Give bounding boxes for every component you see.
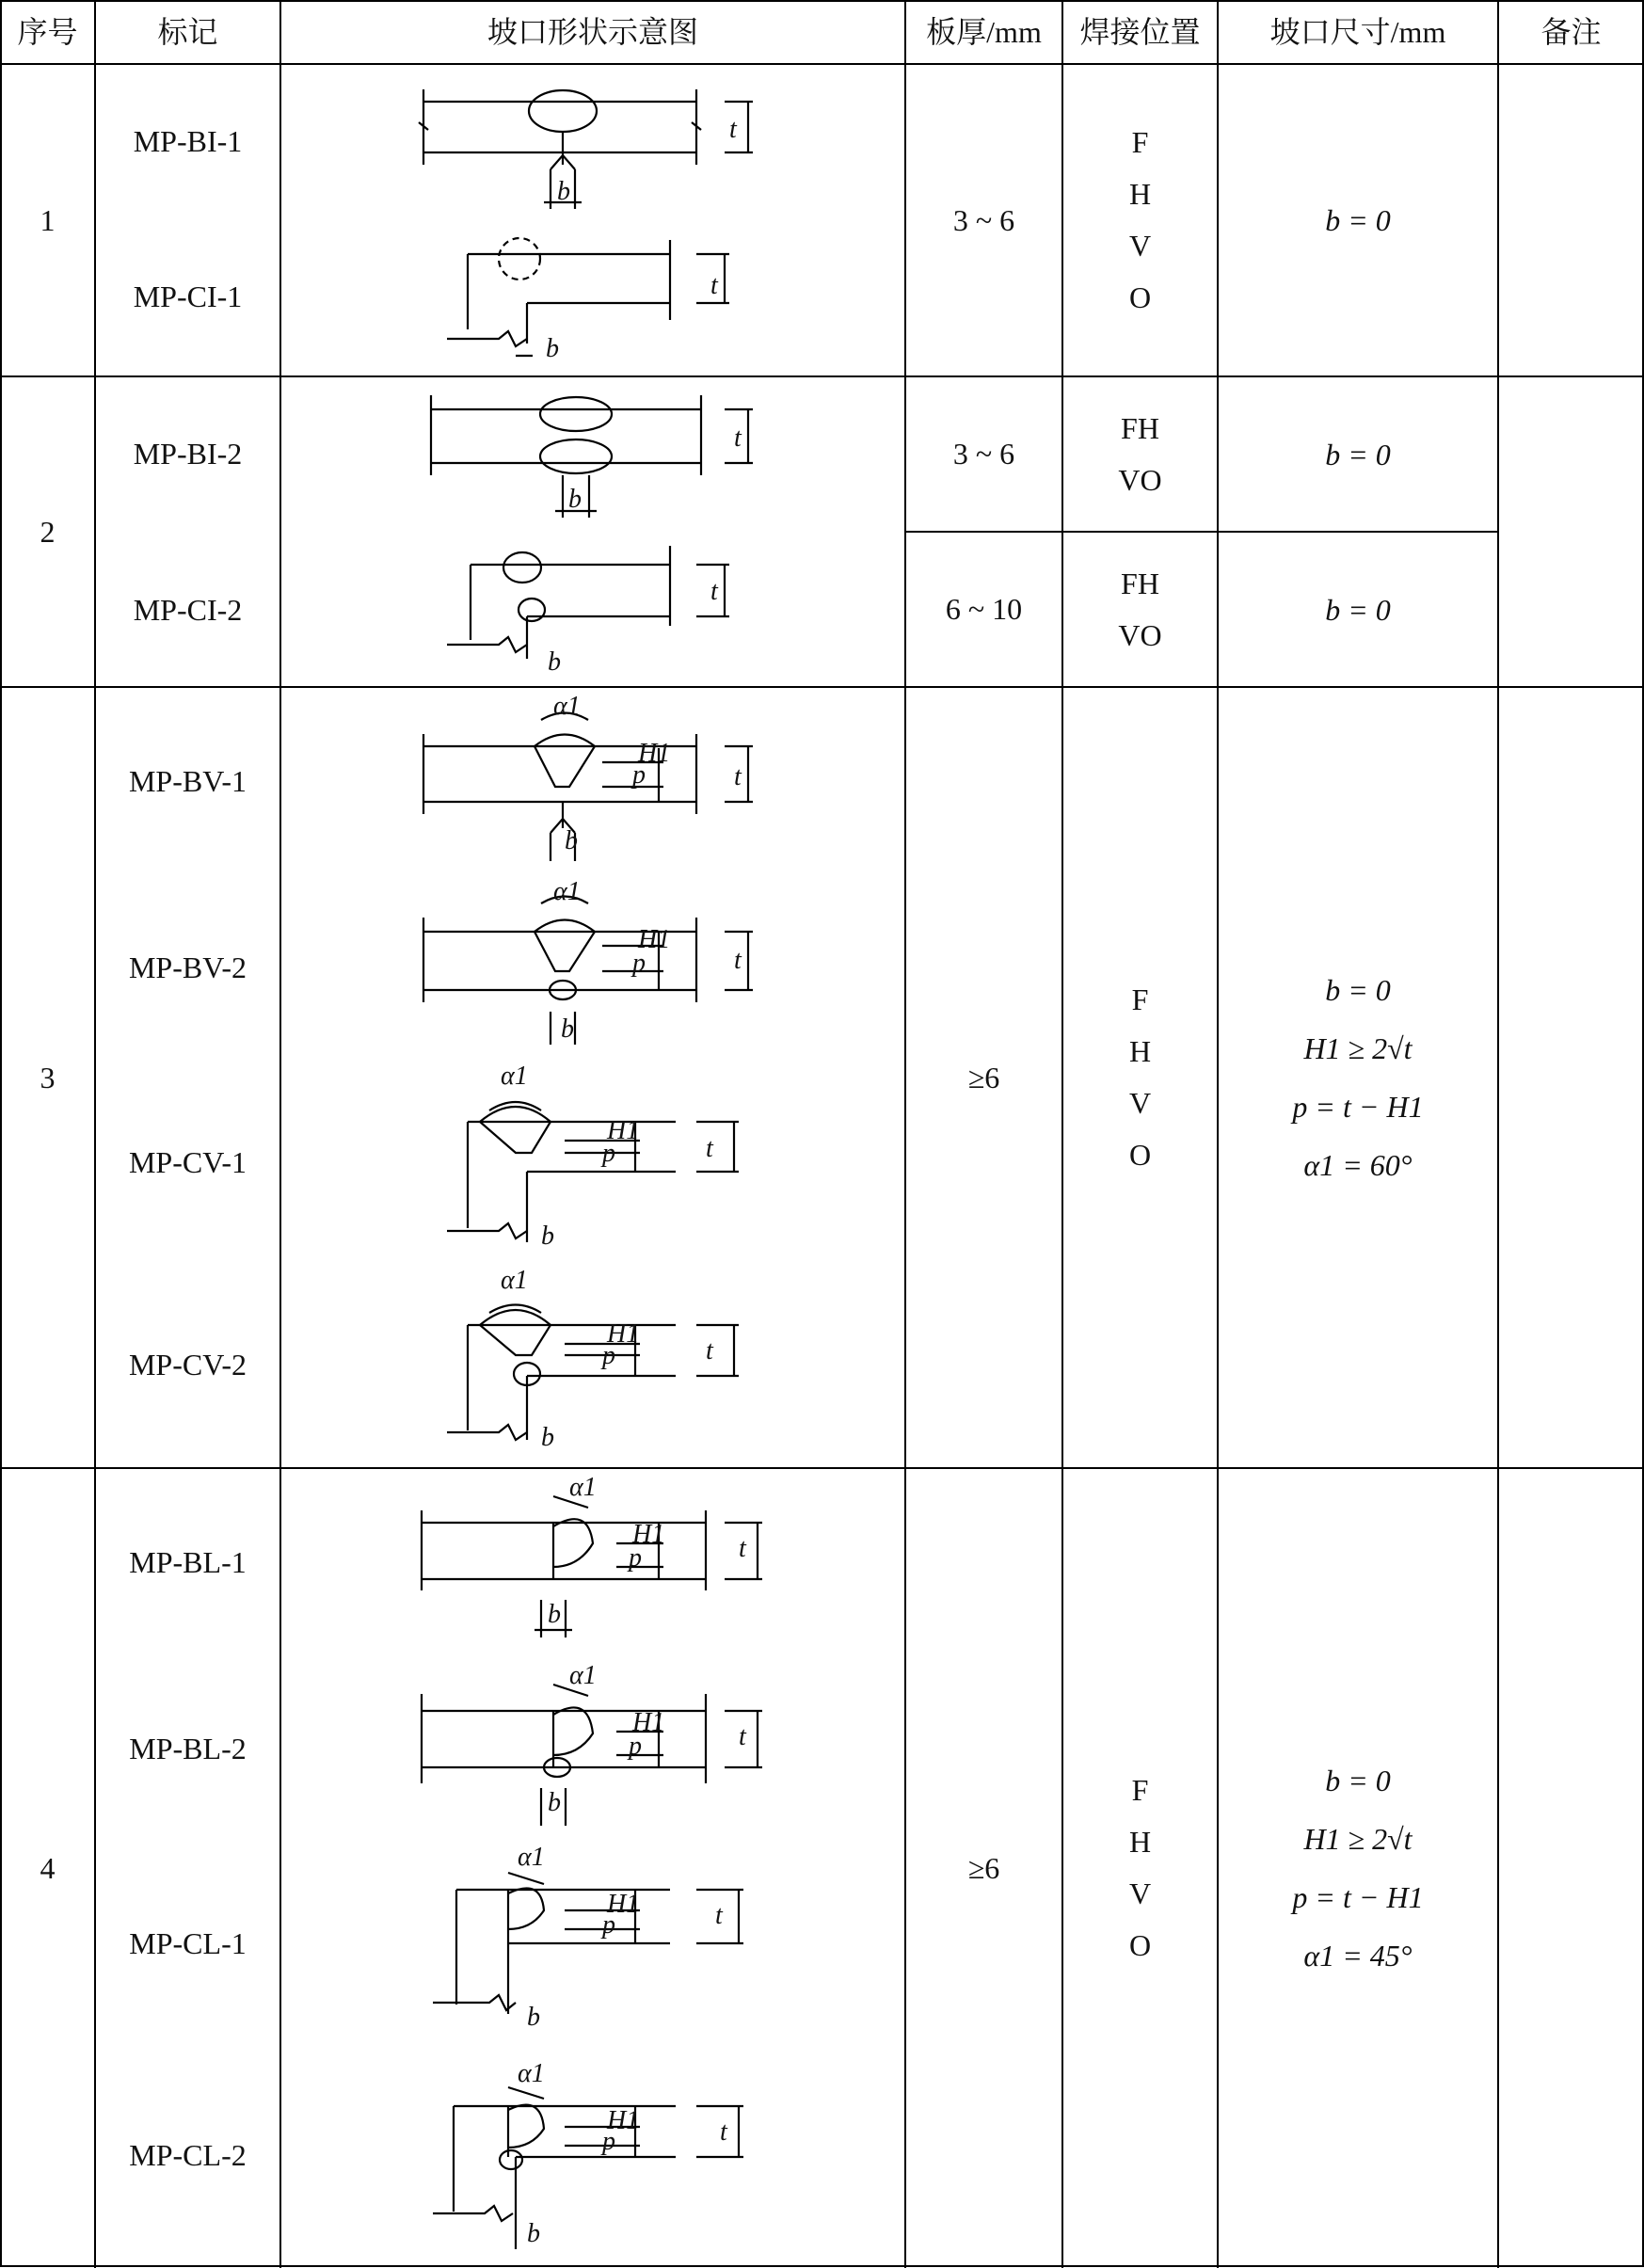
- label-t: t: [715, 1901, 723, 1930]
- position-code: H: [1128, 1034, 1152, 1068]
- label-p: p: [602, 1341, 615, 1370]
- row2b-thickness: 6 ~ 10: [945, 592, 1023, 627]
- position-code: O: [1128, 1138, 1152, 1172]
- label-b: b: [565, 826, 578, 855]
- label-b: b: [548, 1600, 561, 1629]
- label-h1: H1: [607, 2106, 640, 2135]
- row3-groove: [1218, 687, 1498, 1468]
- row3-no: 3: [40, 1060, 56, 1094]
- groove-dimension: H1 ≥ 2√t: [1303, 1031, 1413, 1065]
- groove-dimension: b = 0: [1325, 973, 1391, 1007]
- label-alpha: α1: [569, 1661, 597, 1690]
- label-b: b: [561, 1014, 574, 1044]
- groove-dimension: b = 0: [1325, 592, 1391, 627]
- label-b: b: [527, 2219, 540, 2248]
- diagram-mp-cv-2: [447, 1305, 739, 1441]
- position-code: V: [1128, 1877, 1152, 1910]
- label-alpha: α1: [501, 1062, 528, 1091]
- header-mark: 标记: [157, 14, 218, 49]
- row1-groove: [1218, 64, 1498, 376]
- row4-thickness: ≥6: [967, 1850, 1000, 1885]
- row3-mark-2: MP-BV-2: [128, 950, 247, 984]
- label-b: b: [546, 334, 559, 363]
- label-t: t: [729, 115, 737, 144]
- row4-mark-1: MP-BL-1: [129, 1544, 247, 1579]
- label-p: p: [632, 949, 646, 978]
- position-code: VO: [1118, 617, 1162, 652]
- row2-mark-1: MP-BI-2: [133, 436, 243, 471]
- label-h1: H1: [638, 739, 671, 768]
- row2-no: 2: [40, 514, 56, 549]
- position-code: F: [1131, 1773, 1149, 1807]
- row1-mark-1: MP-BI-1: [133, 123, 243, 158]
- label-b: b: [568, 485, 582, 514]
- label-t: t: [720, 2117, 727, 2147]
- diagram-mp-cl-2: [433, 2087, 743, 2249]
- row2a-thickness: 3 ~ 6: [952, 437, 1015, 471]
- position-code: VO: [1118, 462, 1162, 497]
- label-h1: H1: [638, 925, 671, 954]
- label-t: t: [739, 1534, 746, 1563]
- row1-thickness: 3 ~ 6: [952, 202, 1015, 237]
- row2b-positions: [1062, 532, 1218, 687]
- groove-dimension: α1 = 60°: [1303, 1148, 1413, 1182]
- header-diagram: 坡口形状示意图: [487, 14, 698, 49]
- label-t: t: [734, 762, 742, 791]
- position-code: V: [1128, 229, 1152, 263]
- position-code: V: [1128, 1086, 1152, 1120]
- position-code: O: [1128, 1928, 1152, 1962]
- row2a-groove: [1218, 376, 1498, 532]
- groove-dimension: b = 0: [1325, 203, 1391, 237]
- label-alpha: α1: [518, 1843, 545, 1872]
- row4-mark-3: MP-CL-1: [129, 1925, 247, 1960]
- position-code: O: [1128, 280, 1152, 314]
- groove-diagrams: [419, 89, 762, 2249]
- label-p: p: [602, 1139, 615, 1168]
- label-alpha: α1: [553, 692, 581, 721]
- header-thickness: 板厚/mm: [926, 14, 1042, 49]
- row1-no: 1: [40, 202, 56, 237]
- diagram-mp-bl-2: [422, 1685, 762, 1826]
- row3-positions: [1062, 687, 1218, 1468]
- header-groove: 坡口尺寸/mm: [1269, 14, 1446, 49]
- label-b: b: [541, 1222, 554, 1251]
- position-code: FH: [1121, 410, 1159, 445]
- label-h1: H1: [632, 1708, 665, 1737]
- groove-dimension: p = t − H1: [1292, 1880, 1424, 1914]
- label-b: b: [527, 2003, 540, 2032]
- groove-dimension: p = t − H1: [1292, 1090, 1424, 1124]
- header-no: 序号: [17, 14, 78, 49]
- diagram-mp-bi-1: [419, 89, 753, 209]
- row3-mark-1: MP-BV-1: [128, 763, 247, 798]
- label-alpha: α1: [553, 877, 581, 906]
- label-t: t: [710, 271, 718, 300]
- row4-mark-4: MP-CL-2: [129, 2137, 247, 2172]
- row4-groove: [1218, 1468, 1498, 2268]
- label-p: p: [629, 1732, 642, 1761]
- label-t: t: [706, 1134, 713, 1163]
- groove-dimension: H1 ≥ 2√t: [1303, 1822, 1413, 1856]
- label-h1: H1: [607, 1890, 640, 1919]
- groove-dimension: α1 = 45°: [1303, 1939, 1413, 1973]
- label-b: b: [557, 177, 570, 206]
- header-position: 焊接位置: [1079, 14, 1201, 49]
- label-h1: H1: [607, 1116, 640, 1145]
- label-alpha: α1: [501, 1266, 528, 1295]
- label-p: p: [602, 1910, 615, 1940]
- row2a-positions: [1062, 376, 1218, 532]
- label-t: t: [734, 423, 742, 453]
- label-alpha: α1: [518, 2059, 545, 2088]
- diagram-mp-ci-2: [447, 546, 729, 659]
- row3-mark-3: MP-CV-1: [128, 1144, 247, 1179]
- label-h1: H1: [607, 1319, 640, 1349]
- label-t: t: [734, 946, 742, 975]
- position-code: H: [1128, 177, 1152, 211]
- row4-positions: [1062, 1468, 1218, 2268]
- label-p: p: [629, 1543, 642, 1573]
- position-code: FH: [1121, 566, 1159, 600]
- label-p: p: [632, 760, 646, 790]
- row4-mark-2: MP-BL-2: [129, 1731, 247, 1765]
- diagram-mp-bi-2: [431, 395, 753, 518]
- groove-dimension: b = 0: [1325, 437, 1391, 471]
- row3-thickness: ≥6: [967, 1060, 1000, 1094]
- diagram-mp-ci-1: [447, 238, 729, 356]
- row2b-groove: [1218, 532, 1498, 687]
- diagram-mp-bv-2: [423, 897, 753, 1046]
- position-code: F: [1131, 982, 1149, 1016]
- label-p: p: [602, 2127, 615, 2156]
- label-t: t: [706, 1336, 713, 1366]
- row2-mark-2: MP-CI-2: [133, 592, 243, 627]
- position-code: H: [1128, 1825, 1152, 1859]
- diagram-mp-bv-1: [423, 713, 753, 862]
- label-t: t: [710, 577, 718, 606]
- row4-no: 4: [40, 1850, 56, 1885]
- header-remark: 备注: [1540, 14, 1602, 49]
- diagram-mp-cl-1: [433, 1873, 743, 2014]
- row1-mark-2: MP-CI-1: [133, 279, 243, 313]
- diagram-mp-cv-1: [447, 1102, 739, 1242]
- position-code: F: [1131, 125, 1149, 159]
- label-t: t: [739, 1722, 746, 1751]
- row1-positions: [1062, 64, 1218, 376]
- label-alpha: α1: [569, 1473, 597, 1502]
- row3-mark-4: MP-CV-2: [128, 1347, 247, 1382]
- diagram-mp-bl-1: [422, 1496, 762, 1637]
- label-b: b: [541, 1423, 554, 1452]
- label-b: b: [548, 647, 561, 677]
- groove-dimension: b = 0: [1325, 1764, 1391, 1797]
- label-b: b: [548, 1788, 561, 1817]
- label-h1: H1: [632, 1520, 665, 1549]
